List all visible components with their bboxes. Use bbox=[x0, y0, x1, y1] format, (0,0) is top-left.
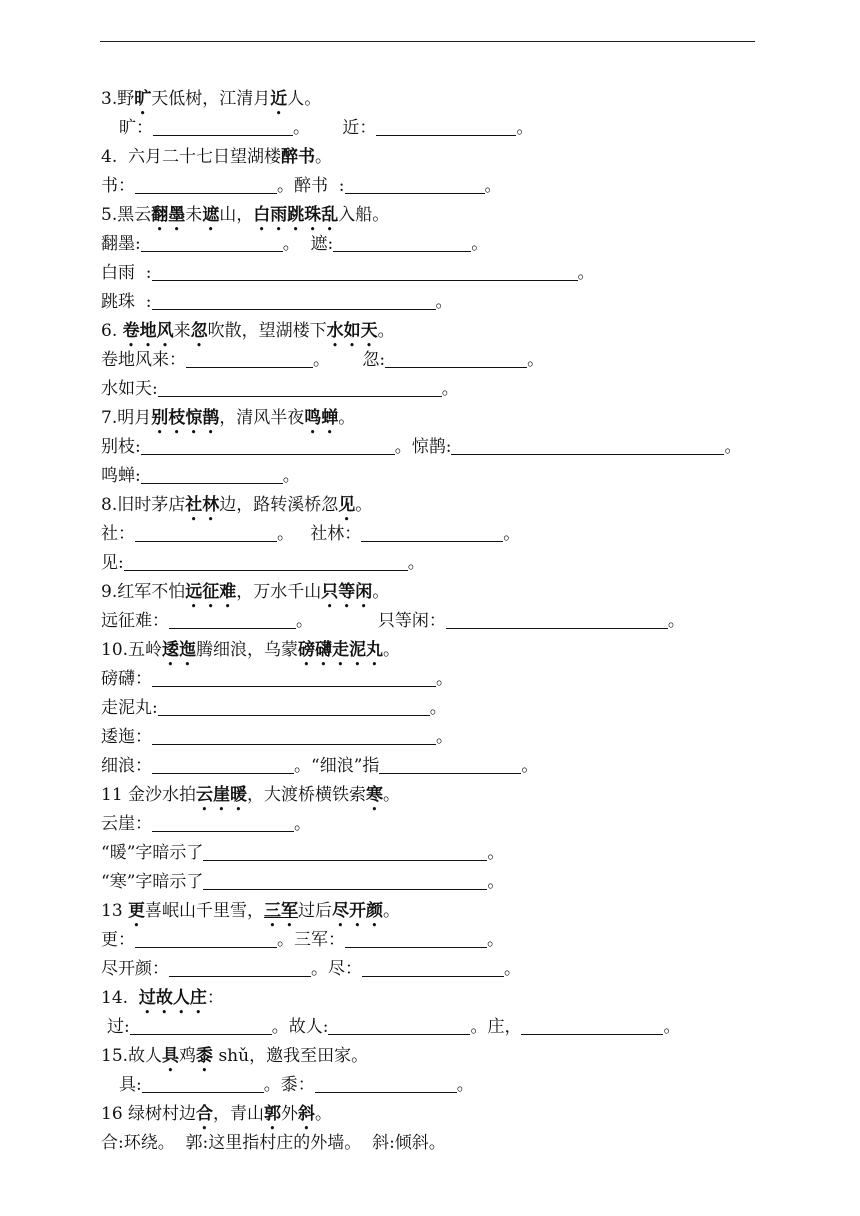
line-text: 。 bbox=[516, 118, 534, 138]
line-text: 。 bbox=[383, 901, 401, 921]
line-text: 。 bbox=[487, 872, 505, 892]
line-text: 未 bbox=[185, 205, 203, 225]
line-text: 。 bbox=[315, 147, 333, 167]
line-text: 。 bbox=[407, 553, 425, 573]
line-text: 跳珠 : bbox=[101, 292, 152, 312]
line-text: 。 bbox=[383, 785, 401, 805]
answer-blank[interactable] bbox=[141, 436, 395, 455]
line-text: 。 bbox=[484, 176, 502, 196]
worksheet-line bbox=[101, 346, 544, 375]
worksheet-line bbox=[101, 868, 504, 897]
worksheet-line bbox=[119, 114, 533, 143]
worksheet-line bbox=[101, 810, 311, 839]
line-text: 。 bbox=[667, 611, 685, 631]
answer-blank[interactable] bbox=[446, 610, 668, 629]
line-text: 细浪： bbox=[101, 756, 152, 776]
line-text: 。 bbox=[577, 263, 595, 283]
key-word: 醉书 bbox=[281, 147, 316, 167]
line-text: 。三军： bbox=[277, 930, 345, 950]
line-text: 15.故人 bbox=[101, 1046, 163, 1066]
answer-blank[interactable] bbox=[361, 523, 503, 542]
line-text: 。 bbox=[487, 843, 505, 863]
key-word: 远征难 bbox=[185, 582, 237, 602]
answer-blank[interactable] bbox=[130, 1016, 272, 1035]
worksheet-line bbox=[101, 549, 425, 578]
worksheet-line bbox=[101, 230, 488, 259]
worksheet-line bbox=[101, 491, 372, 520]
answer-blank[interactable] bbox=[141, 233, 283, 252]
line-text: 。 bbox=[372, 582, 390, 602]
line-text: shǔ，邀我至田家。 bbox=[213, 1046, 369, 1066]
worksheet-line bbox=[101, 839, 504, 868]
line-text: 。 忽: bbox=[313, 350, 386, 370]
line-text: 4. 六月二十七日望湖楼 bbox=[101, 147, 282, 167]
key-word: 斜 bbox=[298, 1104, 316, 1124]
worksheet-line bbox=[101, 955, 521, 984]
line-text: 。故人: bbox=[271, 1017, 329, 1037]
line-text: 。 bbox=[724, 437, 742, 457]
line-text: 更： bbox=[101, 930, 135, 950]
line-text: 。 bbox=[315, 1104, 333, 1124]
line-text: 云崖： bbox=[101, 814, 152, 834]
line-text: 。 bbox=[355, 495, 373, 515]
answer-blank[interactable] bbox=[135, 175, 277, 194]
line-text: 13 bbox=[101, 901, 129, 921]
answer-blank[interactable] bbox=[142, 1074, 264, 1093]
line-text: ，万水千山 bbox=[236, 582, 322, 602]
worksheet-line bbox=[101, 694, 447, 723]
answer-blank[interactable] bbox=[203, 842, 487, 861]
line-text: 书： bbox=[101, 176, 135, 196]
key-word: 鸣蝉 bbox=[304, 408, 339, 428]
worksheet-line bbox=[101, 1100, 332, 1129]
answer-blank[interactable] bbox=[521, 1016, 663, 1035]
answer-blank[interactable] bbox=[158, 378, 442, 397]
key-word: 郭 bbox=[264, 1104, 282, 1124]
answer-blank[interactable] bbox=[169, 610, 296, 629]
answer-blank[interactable] bbox=[124, 552, 408, 571]
line-text: 鸣蝉: bbox=[101, 466, 141, 486]
answer-blank[interactable] bbox=[376, 117, 516, 136]
line-text: 具: bbox=[119, 1075, 142, 1095]
answer-blank[interactable] bbox=[152, 262, 578, 281]
key-word: 黍 bbox=[196, 1046, 214, 1066]
worksheet-line bbox=[101, 172, 502, 201]
key-word: 过故人庄 bbox=[138, 988, 207, 1008]
line-text: 。黍： bbox=[263, 1075, 315, 1095]
key-word: 卷地风 bbox=[122, 321, 174, 341]
answer-blank[interactable] bbox=[385, 349, 527, 368]
line-text: 。惊鹊: bbox=[394, 437, 452, 457]
key-word: 具 bbox=[162, 1046, 180, 1066]
worksheet-line bbox=[101, 984, 224, 1013]
answer-blank[interactable] bbox=[362, 958, 504, 977]
answer-blank[interactable] bbox=[169, 958, 311, 977]
answer-blank[interactable] bbox=[328, 1016, 470, 1035]
line-text: 。 遮: bbox=[282, 234, 334, 254]
answer-blank[interactable] bbox=[152, 813, 294, 832]
worksheet-line bbox=[101, 1042, 368, 1071]
key-word: 三军 bbox=[264, 901, 299, 921]
line-text: 腾细浪，乌蒙 bbox=[196, 640, 299, 660]
line-text: ，大渡桥横铁索 bbox=[247, 785, 367, 805]
line-text: 外 bbox=[281, 1104, 299, 1124]
line-text: 。 bbox=[383, 640, 401, 660]
key-word: 云崖暖 bbox=[196, 785, 248, 805]
worksheet-line bbox=[101, 462, 300, 491]
line-text: 翻墨: bbox=[101, 234, 141, 254]
line-text: 鸡 bbox=[179, 1046, 197, 1066]
worksheet-line bbox=[101, 433, 741, 462]
line-text: 来 bbox=[173, 321, 191, 341]
worksheet-line bbox=[101, 578, 389, 607]
line-text: 。 bbox=[527, 350, 545, 370]
line-text: 8.旧时茅店 bbox=[101, 495, 186, 515]
line-text: 人。 bbox=[287, 89, 322, 109]
answer-blank[interactable] bbox=[186, 349, 313, 368]
line-text: 吹散，望湖楼下 bbox=[207, 321, 327, 341]
answer-blank[interactable] bbox=[345, 929, 487, 948]
answer-blank[interactable] bbox=[158, 697, 430, 716]
line-text: 7.明月 bbox=[101, 408, 152, 428]
line-text: 5.黑云 bbox=[101, 205, 152, 225]
key-word: 逶迤 bbox=[162, 640, 197, 660]
answer-blank[interactable] bbox=[379, 755, 521, 774]
line-text: 卷地风来： bbox=[101, 350, 186, 370]
line-text: 合:环绕。 郭:这里指村庄的外墙。 斜:倾斜。 bbox=[101, 1133, 446, 1153]
line-text: 11 金沙水拍 bbox=[101, 785, 197, 805]
key-word: 社林 bbox=[185, 495, 220, 515]
line-text: 。庄， bbox=[470, 1017, 522, 1037]
key-word: 遮 bbox=[202, 205, 220, 225]
line-text: 。 bbox=[435, 292, 453, 312]
line-text: 9.红军不怕 bbox=[101, 582, 186, 602]
key-word: 只等闲 bbox=[321, 582, 373, 602]
worksheet-line bbox=[101, 723, 453, 752]
line-text: 山， bbox=[219, 205, 254, 225]
key-word: 忽 bbox=[190, 321, 208, 341]
line-text: 。 bbox=[521, 756, 539, 776]
line-text: 。 bbox=[456, 1075, 474, 1095]
line-text: 。 bbox=[377, 321, 395, 341]
line-text: 别枝: bbox=[101, 437, 141, 457]
line-text: 14. bbox=[101, 988, 139, 1008]
line-text: 边，路转溪桥忽 bbox=[219, 495, 339, 515]
key-word: 白雨跳珠乱 bbox=[253, 205, 339, 225]
worksheet-line bbox=[107, 1013, 680, 1042]
line-text: 入船。 bbox=[338, 205, 390, 225]
line-text: 。醉书 : bbox=[277, 176, 345, 196]
worksheet-line bbox=[101, 317, 395, 346]
worksheet-line bbox=[101, 143, 332, 172]
line-text: 。 bbox=[487, 930, 504, 950]
worksheet-line bbox=[101, 375, 459, 404]
answer-blank[interactable] bbox=[135, 929, 277, 948]
answer-blank[interactable] bbox=[152, 726, 436, 745]
line-text: 远征难： bbox=[101, 611, 169, 631]
line-text: 16 绿树村边 bbox=[101, 1104, 197, 1124]
line-text: 。尽： bbox=[311, 959, 362, 979]
worksheet-line bbox=[101, 926, 504, 955]
line-text: 逶迤： bbox=[101, 727, 152, 747]
line-text: 10.五岭 bbox=[101, 640, 163, 660]
line-text: 。 bbox=[503, 524, 521, 544]
line-text: ，清风半夜 bbox=[219, 408, 305, 428]
answer-blank[interactable] bbox=[152, 755, 294, 774]
line-text: 喜岷山千里雪， bbox=[145, 901, 265, 921]
line-text: 过: bbox=[107, 1017, 130, 1037]
answer-blank[interactable] bbox=[333, 233, 471, 252]
line-text: 。 bbox=[663, 1017, 681, 1037]
line-text: 尽开颜： bbox=[101, 959, 169, 979]
answer-blank[interactable] bbox=[203, 871, 487, 890]
worksheet-line bbox=[101, 607, 685, 636]
key-word: 水如天 bbox=[326, 321, 378, 341]
worksheet-line bbox=[101, 752, 538, 781]
key-word: 寒 bbox=[366, 785, 384, 805]
key-word: 翻墨 bbox=[151, 205, 186, 225]
answer-blank[interactable] bbox=[345, 175, 485, 194]
answer-blank[interactable] bbox=[315, 1074, 457, 1093]
answer-blank[interactable] bbox=[152, 291, 436, 310]
worksheet-line bbox=[101, 1129, 446, 1158]
worksheet-line bbox=[101, 897, 400, 926]
line-text: 旷： bbox=[119, 118, 153, 138]
worksheet-line bbox=[101, 781, 400, 810]
key-word: 近 bbox=[270, 89, 288, 109]
worksheet-line bbox=[101, 288, 453, 317]
line-text: 白雨 : bbox=[101, 263, 152, 283]
line-text: ，青山 bbox=[213, 1104, 265, 1124]
key-word: 旷 bbox=[134, 89, 152, 109]
key-word: 见 bbox=[338, 495, 356, 515]
answer-blank[interactable] bbox=[135, 523, 277, 542]
line-text: 。 近： bbox=[293, 118, 377, 138]
key-word: 更 bbox=[128, 901, 146, 921]
line-text: 。“细浪”指 bbox=[294, 756, 380, 776]
line-text: 走泥丸: bbox=[101, 698, 158, 718]
line-text: ： bbox=[206, 988, 224, 1008]
line-text: 水如天: bbox=[101, 379, 158, 399]
line-text: 社： bbox=[101, 524, 135, 544]
line-text: 。 bbox=[441, 379, 459, 399]
line-text: 。 bbox=[429, 698, 447, 718]
key-word: 磅礴走泥丸 bbox=[298, 640, 384, 660]
worksheet-line bbox=[101, 201, 389, 230]
line-text: 见: bbox=[101, 553, 124, 573]
line-text: 。 bbox=[504, 959, 521, 979]
answer-blank[interactable] bbox=[152, 668, 436, 687]
line-text: 过后 bbox=[298, 901, 333, 921]
line-text: “寒”字暗示了 bbox=[101, 872, 204, 892]
key-word: 尽开颜 bbox=[332, 901, 384, 921]
worksheet-line bbox=[101, 404, 355, 433]
answer-blank[interactable] bbox=[451, 436, 724, 455]
line-text: 。 bbox=[436, 669, 453, 689]
line-text: 。 bbox=[338, 408, 356, 428]
key-word: 别枝惊鹊 bbox=[151, 408, 220, 428]
line-text: “暖”字暗示了 bbox=[101, 843, 204, 863]
line-text: 3.野 bbox=[101, 89, 135, 109]
line-text: 。 bbox=[294, 814, 311, 834]
line-text: 。 bbox=[436, 727, 453, 747]
line-text: 。 bbox=[282, 466, 300, 486]
line-text: 。 只等闲： bbox=[296, 611, 446, 631]
worksheet-line bbox=[101, 259, 595, 288]
worksheet-line bbox=[119, 1071, 474, 1100]
line-text: 磅礴： bbox=[101, 669, 152, 689]
line-text: 天低树，江清月 bbox=[151, 89, 271, 109]
answer-blank[interactable] bbox=[141, 465, 283, 484]
line-text: 。 bbox=[471, 234, 489, 254]
worksheet-line bbox=[101, 85, 321, 114]
line-text: 。 社林： bbox=[277, 524, 362, 544]
worksheet-line bbox=[101, 636, 400, 665]
header-rule bbox=[100, 41, 755, 42]
line-text: 6. bbox=[101, 321, 123, 341]
worksheet-line bbox=[101, 520, 520, 549]
key-word: 合 bbox=[196, 1104, 214, 1124]
answer-blank[interactable] bbox=[153, 117, 293, 136]
worksheet-line bbox=[101, 665, 453, 694]
